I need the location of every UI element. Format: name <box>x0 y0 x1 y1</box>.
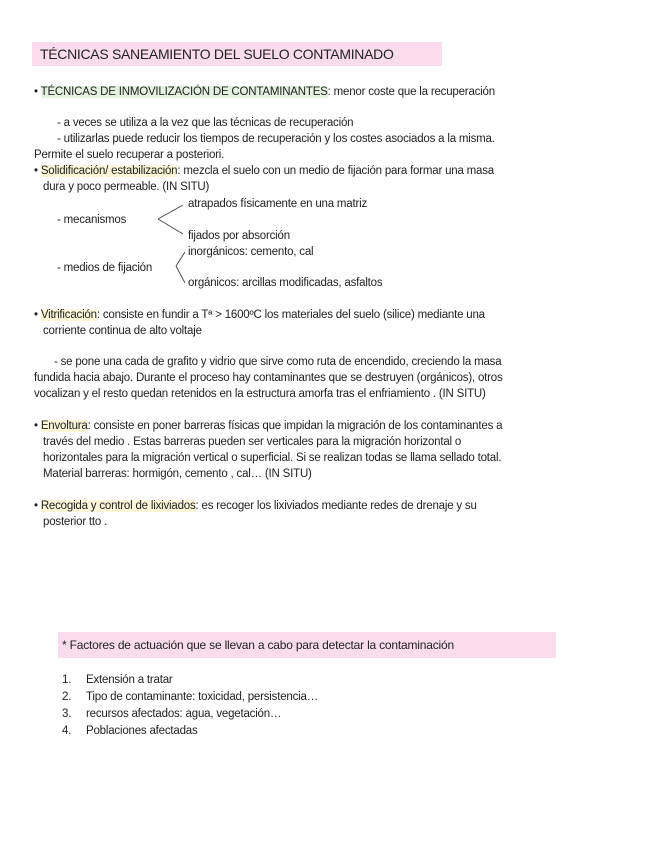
bullet: • <box>34 309 38 321</box>
list-number: 4. <box>62 725 72 737</box>
recogida-label: Recogida y control de lixiviados <box>40 500 196 512</box>
vitrificacion-text: : consiste en fundir a Tª > 1600ºC los materiales del suelo (silice) mediante una <box>96 309 485 321</box>
envoltura-l2: través del medio . Estas barreras pueden ser verticales para la migración horizontal o <box>43 436 462 448</box>
list-item <box>62 707 281 722</box>
mecanismo-2: fijados por absorción <box>188 230 290 242</box>
medio-1: inorgánicos: cemento, cal <box>188 246 314 258</box>
mecanismos-label: - mecanismos <box>57 214 127 226</box>
bracket-line <box>158 219 183 234</box>
list-number: 2. <box>62 691 72 703</box>
vitrificacion-p2: fundida hacia abajo. Durante el proceso hay contaminantes que se destruyen (orgánicos), otros <box>34 372 503 384</box>
bracket-line <box>176 266 185 283</box>
vitrificacion-label: Vitrificación <box>40 309 97 321</box>
recogida-l2: posterior tto . <box>43 516 108 528</box>
list-number: 1. <box>62 674 72 686</box>
solidificacion-label: Solidificación/ estabilización <box>40 165 178 177</box>
recogida-heading <box>34 499 477 514</box>
bullet: • <box>34 420 38 432</box>
list-text: Tipo de contaminante: toxicidad, persistencia… <box>86 691 319 703</box>
bracket-line <box>158 205 183 219</box>
vitrificacion-p1: - se pone una cada de grafito y vidrio que sirve como ruta de encendido, creciendo la masa <box>54 356 502 368</box>
inmovilizacion-sub2: - utilizarlas puede reducir los tiempos de recuperación y los costes asociados a la misma. <box>57 133 495 145</box>
inmovilizacion-text: : menor coste que la recuperación <box>327 86 495 98</box>
envoltura-l3: horizontales para la migración vertical o superficial. Si se realizan todas se llama sellado total. <box>43 452 502 464</box>
vitrificacion-heading <box>34 308 485 323</box>
list-item <box>62 724 198 739</box>
factores-title: * Factores de actuación que se llevan a cabo para detectar la contaminación <box>62 638 454 652</box>
list-text: recursos afectados: agua, vegetación… <box>86 708 282 720</box>
mecanismo-1: atrapados físicamente en una matriz <box>188 198 368 210</box>
page-title: TÉCNICAS SANEAMIENTO DEL SUELO CONTAMINADO <box>40 46 394 62</box>
list-text: Extensión a tratar <box>86 674 173 686</box>
medios-label: - medios de fijación <box>57 262 153 274</box>
envoltura-label: Envoltura <box>40 420 88 432</box>
bullet: • <box>34 500 38 512</box>
vitrificacion-text2: corriente continua de alto voltaje <box>43 325 202 337</box>
envoltura-l4: Material barreras: hormigón, cemento , cal… (IN SITU) <box>43 468 312 480</box>
list-text: Poblaciones afectadas <box>86 725 198 737</box>
bullet: • <box>34 165 38 177</box>
inmovilizacion-sub1: - a veces se utiliza a la vez que las técnicas de recuperación <box>57 117 354 129</box>
inmovilizacion-label: TÉCNICAS DE INMOVILIZACIÓN DE CONTAMINANTES <box>40 86 328 98</box>
list-number: 3. <box>62 708 72 720</box>
envoltura-heading <box>34 419 502 434</box>
envoltura-text: : consiste en poner barreras físicas que impidan la migración de los contaminantes a <box>87 420 503 432</box>
bullet: • <box>34 86 38 98</box>
list-item <box>62 673 173 688</box>
solidificacion-text2: dura y poco permeable. (IN SITU) <box>43 181 210 193</box>
solidificacion-text: : mezcla el suelo con un medio de fijación para formar una masa <box>177 165 494 177</box>
bracket-line <box>176 252 185 266</box>
list-item <box>62 690 318 705</box>
inmovilizacion-sub2b: Permite el suelo recuperar a posteriori. <box>34 149 225 161</box>
vitrificacion-p3: vocalizan y el resto quedan retenidos en la estructura amorfa tras el enfriamiento . (IN SITU) <box>34 388 486 400</box>
medio-2: orgánicos: arcillas modificadas, asfaltos <box>188 277 383 289</box>
recogida-text: : es recoger los lixiviados mediante redes de drenaje y su <box>195 500 477 512</box>
